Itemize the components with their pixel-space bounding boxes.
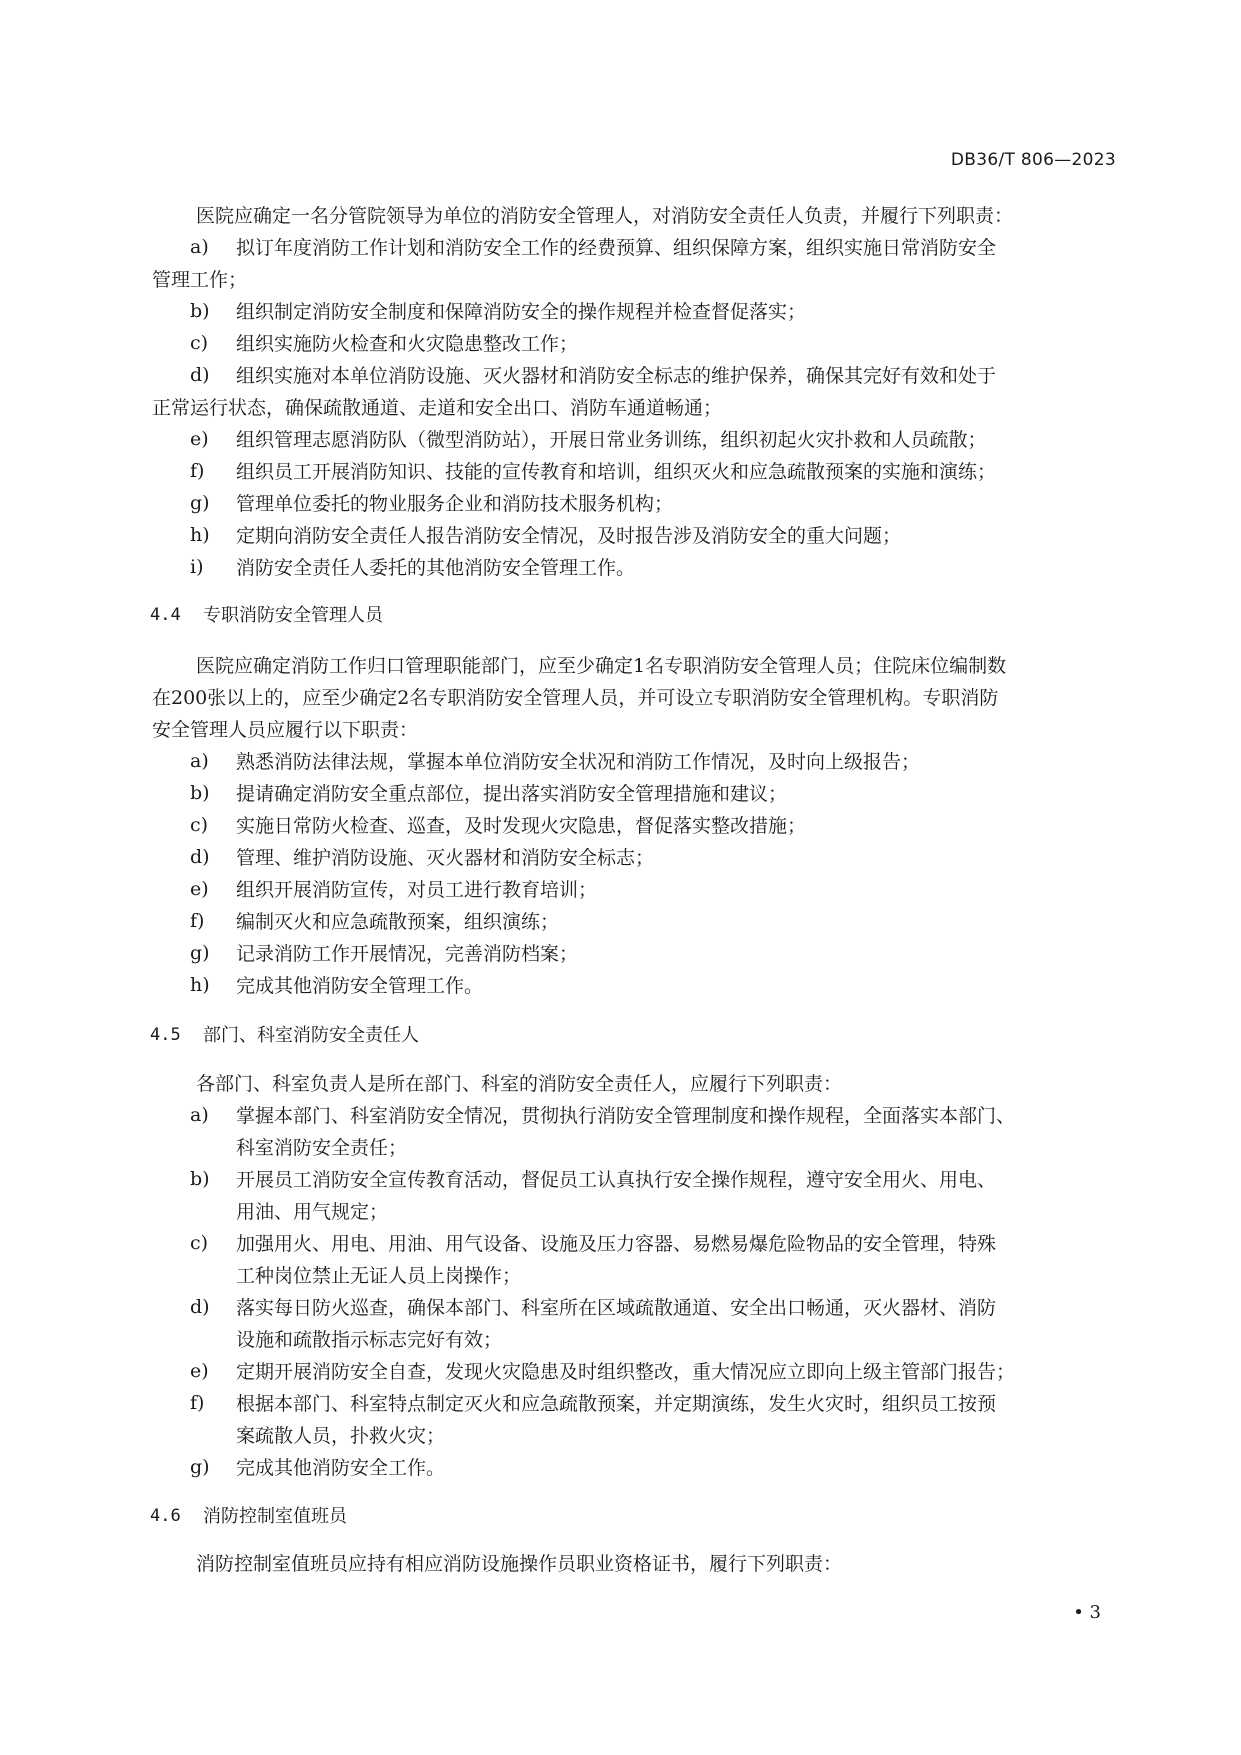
- list-item: 拟订年度消防工作计划和消防安全工作的经费预算、组织保障方案，组织实施日常消防安全: [236, 237, 997, 259]
- list-item: 完成其他消防安全管理工作。: [236, 975, 484, 997]
- section-number: 4.4: [150, 605, 181, 625]
- list-marker: g): [190, 1456, 210, 1478]
- list-marker: e): [190, 878, 209, 900]
- list-item-continuation: 用油、用气规定；: [236, 1201, 389, 1223]
- list-item: 熟悉消防法律法规，掌握本单位消防安全状况和消防工作情况，及时向上级报告；: [236, 751, 921, 773]
- list-item: 定期开展消防安全自查，发现火灾隐患及时组织整改，重大情况应立即向上级主管部门报告；: [236, 1361, 1016, 1383]
- list-marker: d): [190, 364, 210, 386]
- list-item: 加强用火、用电、用油、用气设备、设施及压力容器、易燃易爆危险物品的安全管理，特殊: [236, 1233, 997, 1255]
- list-item: 管理、维护消防设施、灭火器材和消防安全标志；: [236, 847, 655, 869]
- paragraph-text: 各部门、科室负责人是所在部门、科室的消防安全责任人，应履行下列职责：: [196, 1073, 843, 1095]
- paragraph-text: 医院应确定消防工作归口管理职能部门，应至少确定1名专职消防安全管理人员；住院床位编制数: [196, 655, 1007, 677]
- list-item: 完成其他消防安全工作。: [236, 1457, 446, 1479]
- list-item: 组织管理志愿消防队（微型消防站），开展日常业务训练，组织初起火灾扑救和人员疏散；: [236, 429, 987, 451]
- list-marker: b): [190, 782, 210, 804]
- list-marker: c): [190, 332, 209, 354]
- paragraph-text: 消防控制室值班员应持有相应消防设施操作员职业资格证书，履行下列职责：: [196, 1553, 843, 1575]
- list-marker: h): [190, 974, 210, 996]
- list-marker: b): [190, 300, 210, 322]
- list-item: 组织实施对本单位消防设施、灭火器材和消防安全标志的维护保养，确保其完好有效和处于: [236, 365, 997, 387]
- list-item-continuation: 设施和疏散指示标志完好有效；: [236, 1329, 503, 1351]
- list-marker: h): [190, 524, 210, 546]
- list-marker: e): [190, 428, 209, 450]
- section-number: 4.5: [150, 1025, 181, 1045]
- list-item: 记录消防工作开展情况，完善消防档案；: [236, 943, 579, 965]
- list-item: 组织开展消防宣传，对员工进行教育培训；: [236, 879, 598, 901]
- list-item: 定期向消防安全责任人报告消防安全情况，及时报告涉及消防安全的重大问题；: [236, 525, 902, 547]
- list-marker: a): [190, 750, 209, 772]
- list-item: 开展员工消防安全宣传教育活动，督促员工认真执行安全操作规程，遵守安全用火、用电、: [236, 1169, 997, 1191]
- paragraph-text: 安全管理人员应履行以下职责：: [152, 719, 419, 741]
- paragraph-text: 在200张以上的，应至少确定2名专职消防安全管理人员，并可设立专职消防安全管理机构。专职消防: [152, 687, 999, 709]
- list-marker: i): [190, 556, 204, 578]
- document-code: DB36/T 806—2023: [950, 150, 1116, 170]
- list-marker: g): [190, 492, 210, 514]
- list-marker: d): [190, 1296, 210, 1318]
- section-title: 消防控制室值班员: [203, 1506, 347, 1527]
- list-marker: f): [190, 910, 205, 932]
- list-item: 落实每日防火巡查，确保本部门、科室所在区域疏散通道、安全出口畅通，灭火器材、消防: [236, 1297, 997, 1319]
- list-item-continuation: 工种岗位禁止无证人员上岗操作；: [236, 1265, 522, 1287]
- list-marker: c): [190, 1232, 209, 1254]
- list-item: 实施日常防火检查、巡查，及时发现火灾隐患，督促落实整改措施；: [236, 815, 807, 837]
- section-title: 专职消防安全管理人员: [203, 605, 383, 626]
- page-number: • 3: [1073, 1602, 1101, 1623]
- list-marker: b): [190, 1168, 210, 1190]
- list-item-continuation: 案疏散人员，扑救火灾；: [236, 1425, 446, 1447]
- list-marker: g): [190, 942, 210, 964]
- section-title: 部门、科室消防安全责任人: [203, 1025, 419, 1046]
- list-item: 掌握本部门、科室消防安全情况，贯彻执行消防安全管理制度和操作规程，全面落实本部门、: [236, 1105, 1016, 1127]
- list-item: 组织员工开展消防知识、技能的宣传教育和培训，组织灭火和应急疏散预案的实施和演练；: [236, 461, 997, 483]
- list-item: 组织实施防火检查和火灾隐患整改工作；: [236, 333, 579, 355]
- list-marker: f): [190, 1392, 205, 1414]
- list-marker: a): [190, 236, 209, 258]
- section-number: 4.6: [150, 1506, 181, 1526]
- list-marker: c): [190, 814, 209, 836]
- list-item: 提请确定消防安全重点部位，提出落实消防安全管理措施和建议；: [236, 783, 788, 805]
- paragraph-text: 医院应确定一名分管院领导为单位的消防安全管理人，对消防安全责任人负责，并履行下列职责：: [196, 205, 1014, 227]
- list-item-continuation: 正常运行状态，确保疏散通道、走道和安全出口、消防车通道畅通；: [152, 397, 723, 419]
- list-marker: f): [190, 460, 205, 482]
- list-item: 消防安全责任人委托的其他消防安全管理工作。: [236, 557, 636, 579]
- list-marker: e): [190, 1360, 209, 1382]
- list-item-continuation: 科室消防安全责任；: [236, 1137, 408, 1159]
- list-item: 根据本部门、科室特点制定灭火和应急疏散预案，并定期演练，发生火灾时，组织员工按预: [236, 1393, 997, 1415]
- list-item: 组织制定消防安全制度和保障消防安全的操作规程并检查督促落实；: [236, 301, 807, 323]
- list-marker: a): [190, 1104, 209, 1126]
- list-marker: d): [190, 846, 210, 868]
- list-item: 管理单位委托的物业服务企业和消防技术服务机构；: [236, 493, 674, 515]
- list-item: 编制灭火和应急疏散预案，组织演练；: [236, 911, 560, 933]
- list-item-continuation: 管理工作；: [152, 269, 248, 291]
